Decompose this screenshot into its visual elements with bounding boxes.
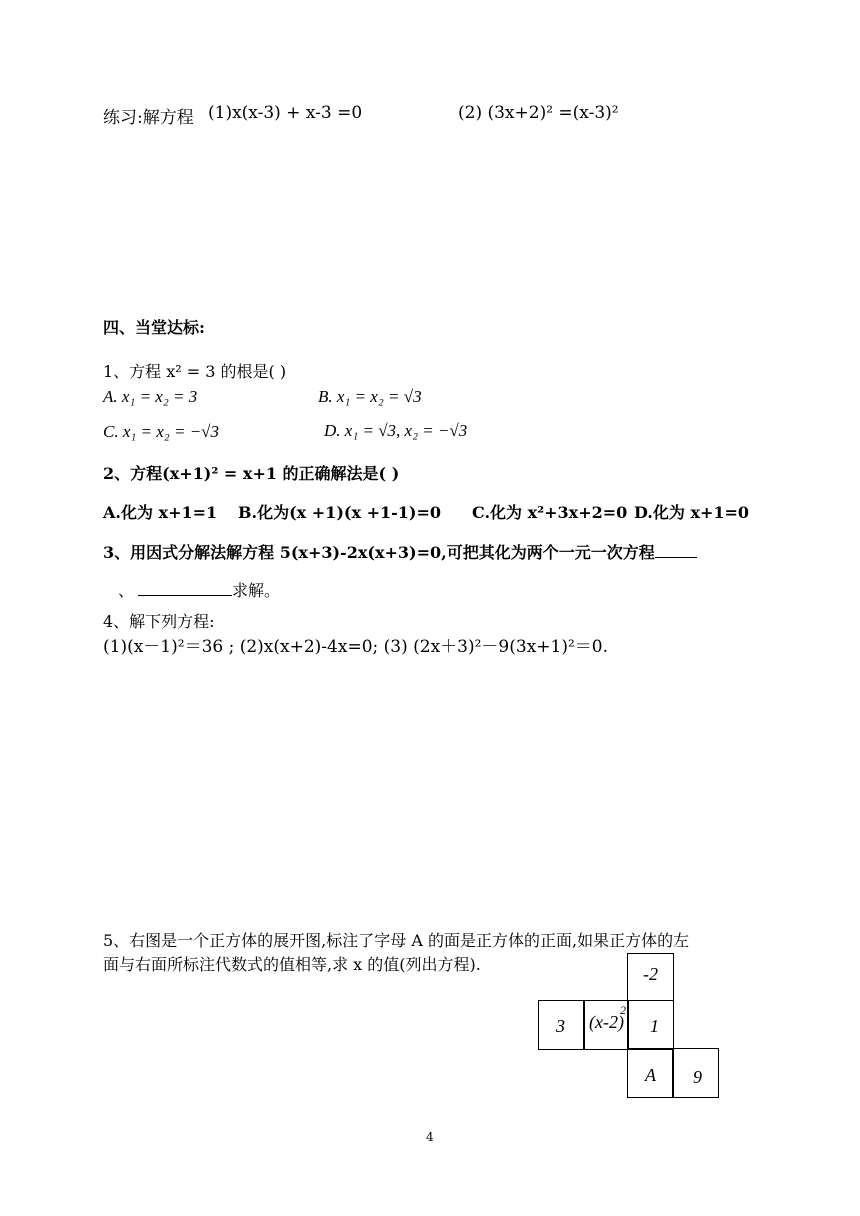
answer-blank-1[interactable]: [655, 541, 697, 558]
answer-blank-2[interactable]: [138, 579, 232, 596]
q1-option-a: A. x₁ = x₂ = 3: [103, 387, 198, 406]
page-number: 4: [426, 1130, 434, 1144]
q2-option-a: A.化为 x+1=1: [103, 503, 218, 522]
q2-stem: 2、方程(x+1)² = x+1 的正确解法是( ): [103, 464, 400, 483]
practice-equation-1: (1)x(x-3) + x-3 =0: [208, 103, 363, 123]
q3-second-line: [118, 578, 280, 601]
face-back-label: 9: [693, 1067, 702, 1087]
q3-text: [103, 540, 697, 563]
q1-stem: 1、方程 x² = 3 的根是( ): [103, 362, 287, 381]
q5-line-2: 面与右面所标注代数式的值相等,求 x 的值(列出方程).: [103, 955, 481, 974]
face-top-label: -2: [643, 964, 658, 984]
q3-separator: 、: [118, 581, 135, 600]
q2-option-b: B.化为(x +1)(x +1-1)=0: [238, 503, 441, 522]
q3-stem: 3、用因式分解法解方程 5(x+3)-2x(x+3)=0,可把其化为两个一元一次方程: [103, 543, 655, 562]
q1-option-d: D. x₁ = √3, x₂ = −√3: [324, 421, 468, 440]
face-middle-label: (x-2) 2: [589, 1003, 626, 1032]
q4-equations: (1)(x－1)²＝36 ; (2)x(x+2)-4x=0; (3) (2x＋3)²－9(3x+1)²＝0.: [103, 637, 609, 657]
section-heading: 四、当堂达标:: [103, 318, 205, 337]
q3-tail: 求解。: [232, 581, 281, 600]
q1-option-c: C. x₁ = x₂ = −√3: [103, 422, 219, 441]
face-right-label: 1: [650, 1016, 659, 1036]
practice-label: 练习:解方程: [103, 108, 194, 128]
q2-option-c: C.化为 x²+3x+2=0: [472, 503, 628, 522]
face-front-label: A: [645, 1065, 656, 1085]
practice-equation-2: (2) (3x+2)² =(x-3)²: [458, 103, 619, 123]
q4-stem: 4、解下列方程:: [103, 612, 215, 631]
q1-option-b: B. x₁ = x₂ = √3: [318, 387, 422, 406]
face-left-label: 3: [556, 1016, 565, 1036]
q5-line-1: 5、右图是一个正方体的展开图,标注了字母 A 的面是正方体的正面,如果正方体的左: [103, 931, 690, 950]
q2-option-d: D.化为 x+1=0: [634, 503, 750, 522]
